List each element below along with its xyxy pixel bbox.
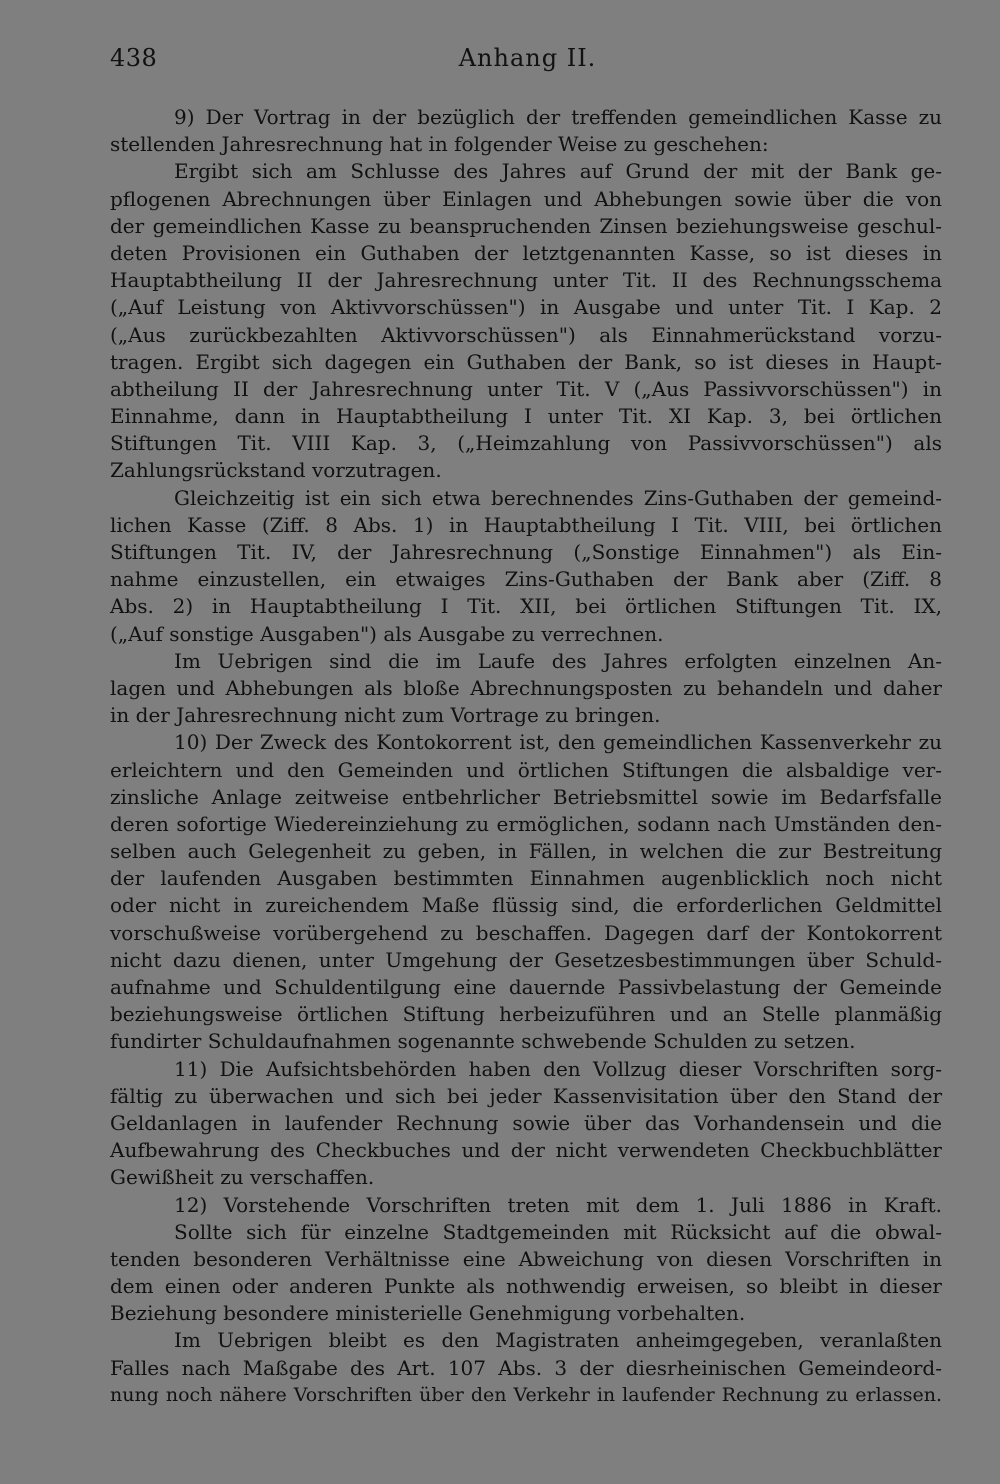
text-line: Hauptabtheilung II der Jahresrechnung unter Tit. II des Rechnungsschema: [110, 268, 942, 293]
text-line: selben auch Gelegenheit zu geben, in Fällen, in welchen die zur Bestreitung: [110, 839, 942, 864]
text-line: tragen. Ergibt sich dagegen ein Guthaben der Bank, so ist dieses in Haupt-: [110, 349, 942, 374]
text-line: Im Uebrigen sind die im Laufe des Jahres erfolgten einzelnen An-: [174, 648, 942, 673]
text-line: erleichtern und den Gemeinden und örtlichen Stiftungen die alsbaldige ver-: [110, 757, 942, 782]
text-line: vorschußweise vorübergehend zu beschaffen. Dagegen darf der Kontokorrent: [110, 920, 942, 945]
text-line: tenden besonderen Verhältnisse eine Abweichung von diesen Vorschriften in: [110, 1246, 942, 1271]
text-line: lagen und Abhebungen als bloße Abrechnungsposten zu behandeln und daher: [110, 675, 942, 700]
text-line: fältig zu überwachen und sich bei jeder Kassenvisitation über den Stand der: [110, 1083, 942, 1108]
text-line: Gleichzeitig ist ein sich etwa berechnendes Zins-Guthaben der gemeind-: [174, 485, 942, 510]
text-line: („Aus zurückbezahlten Aktivvorschüssen") als Einnahmerückstand vorzu-: [110, 322, 942, 347]
text-line: 9) Der Vortrag in der bezüglich der treffenden gemeindlichen Kasse zu: [174, 105, 942, 129]
text-line: Sollte sich für einzelne Stadtgemeinden mit Rücksicht auf die obwal-: [174, 1219, 942, 1244]
text-line: Beziehung besondere ministerielle Genehmigung vorbehalten.: [110, 1301, 746, 1326]
text-line: stellenden Jahresrechnung hat in folgender Weise zu geschehen:: [110, 132, 769, 157]
body-text: [110, 104, 942, 1409]
text-line: der laufenden Ausgaben bestimmten Einnahmen augenblicklich noch nicht: [110, 866, 942, 891]
text-line: der gemeindlichen Kasse zu beanspruchenden Zinsen beziehungsweise geschul-: [110, 213, 942, 238]
text-line: abtheilung II der Jahresrechnung unter Tit. V („Aus Passivvorschüssen") in: [110, 376, 942, 401]
text-line: Stiftungen Tit. VIII Kap. 3, („Heimzahlung von Passivvorschüssen") als: [110, 431, 942, 456]
text-line: Im Uebrigen bleibt es den Magistraten anheimgegeben, veranlaßten: [174, 1328, 942, 1353]
text-line: lichen Kasse (Ziff. 8 Abs. 1) in Hauptabtheilung I Tit. VIII, bei örtlichen: [110, 512, 942, 537]
text-line: beziehungsweise örtlichen Stiftung herbeizuführen und an Stelle planmäßig: [110, 1002, 942, 1027]
text-line: Aufbewahrung des Checkbuches und der nicht verwendeten Checkbuchblätter: [110, 1138, 942, 1163]
running-title: Anhang II.: [458, 44, 597, 72]
text-line: pflogenen Abrechnungen über Einlagen und Abhebungen sowie über die von: [110, 186, 942, 211]
running-head: [110, 44, 945, 80]
page-number: 438: [110, 44, 158, 72]
text-line: 11) Die Aufsichtsbehörden haben den Vollzug dieser Vorschriften sorg-: [174, 1056, 942, 1081]
text-line: 12) Vorstehende Vorschriften treten mit dem 1. Juli 1886 in Kraft.: [174, 1192, 942, 1217]
text-line: Gewißheit zu verschaffen.: [110, 1165, 375, 1190]
text-line: Stiftungen Tit. IV, der Jahresrechnung („Sonstige Einnahmen") als Ein-: [110, 540, 942, 564]
text-line: Zahlungsrückstand vorzutragen.: [110, 458, 442, 483]
text-line: Abs. 2) in Hauptabtheilung I Tit. XII, bei örtlichen Stiftungen Tit. IX,: [110, 594, 942, 619]
text-line: in der Jahresrechnung nicht zum Vortrage zu bringen.: [110, 703, 661, 728]
text-line: nicht dazu dienen, unter Umgehung der Gesetzesbestimmungen über Schuld-: [110, 947, 942, 972]
text-line: deren sofortige Wiedereinziehung zu ermöglichen, sodann nach Umständen den-: [110, 811, 942, 836]
text-line: zinsliche Anlage zeitweise entbehrlicher Betriebsmittel sowie im Bedarfsfalle: [110, 784, 942, 809]
text-line: dem einen oder anderen Punkte als nothwendig erweisen, so bleibt in dieser: [110, 1274, 942, 1299]
text-line: 10) Der Zweck des Kontokorrent ist, den gemeindlichen Kassenverkehr zu: [174, 730, 942, 755]
text-line: Einnahme, dann in Hauptabtheilung I unter Tit. XI Kap. 3, bei örtlichen: [110, 404, 942, 429]
text-line: nahme einzustellen, ein etwaiges Zins-Guthaben der Bank aber (Ziff. 8: [110, 567, 942, 592]
text-line: („Auf Leistung von Aktivvorschüssen") in Ausgabe und unter Tit. I Kap. 2: [110, 295, 942, 320]
text-line: fundirter Schuldaufnahmen sogenannte schwebende Schulden zu setzen.: [110, 1029, 856, 1054]
text-line: aufnahme und Schuldentilgung eine dauernde Passivbelastung der Gemeinde: [110, 975, 942, 999]
text-line: oder nicht in zureichendem Maße flüssig sind, die erforderlichen Geldmittel: [110, 893, 942, 918]
text-line: nung noch nähere Vorschriften über den Verkehr in laufender Rechnung zu erlassen.: [110, 1383, 942, 1406]
text-line: Geldanlagen in laufender Rechnung sowie über das Vorhandensein und die: [110, 1110, 942, 1135]
text-line: Falles nach Maßgabe des Art. 107 Abs. 3 der diesrheinischen Gemeindeord-: [110, 1355, 942, 1380]
text-line: Ergibt sich am Schlusse des Jahres auf Grund der mit der Bank ge-: [174, 159, 942, 184]
text-line: („Auf sonstige Ausgaben") als Ausgabe zu verrechnen.: [110, 621, 664, 646]
text-line: deten Provisionen ein Guthaben der letztgenannten Kasse, so ist dieses in: [110, 240, 942, 265]
